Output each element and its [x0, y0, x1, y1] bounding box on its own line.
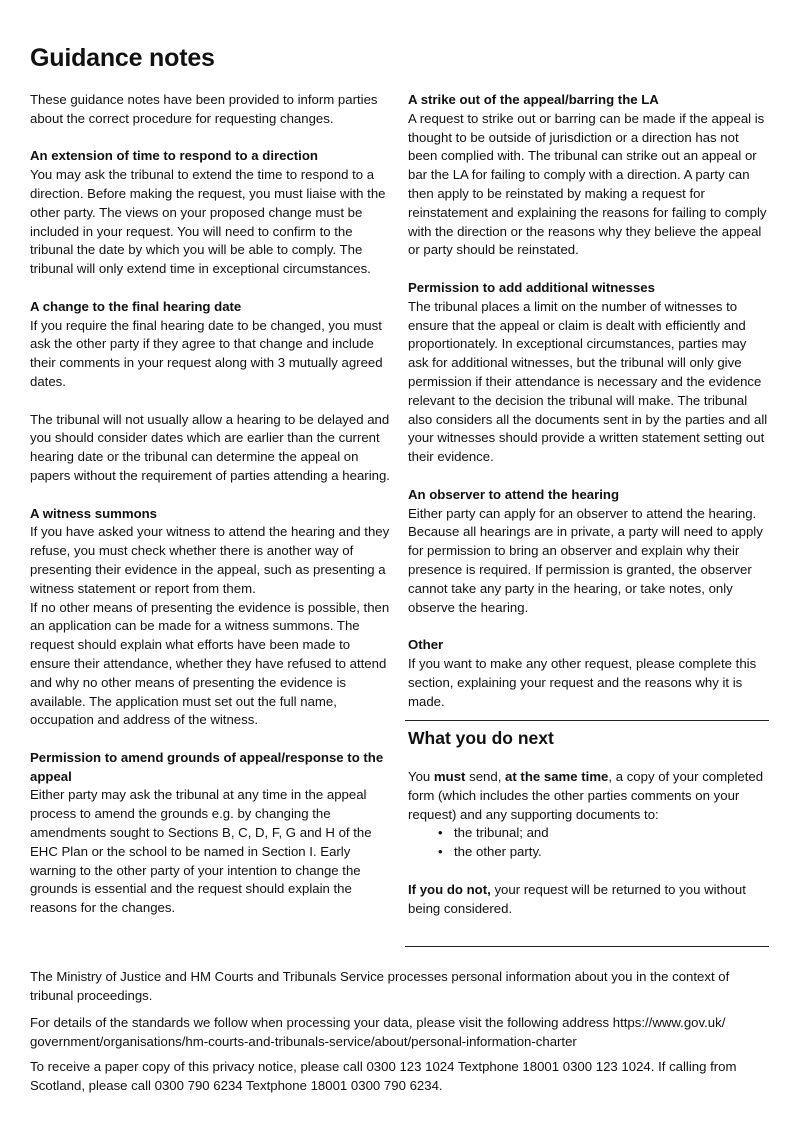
extension-heading: An extension of time to respond to a direction	[30, 148, 318, 164]
strike-out-heading: A strike out of the appeal/barring the LA	[408, 92, 659, 107]
witness-summons-body-2: If no other means of presenting the evidence is possible, then an application can be made for a witness summons. The request should explain what efforts have been made to ensure their attendance, whether they have refused to attend and why no other means of presenting the evidence is available. The application must set out the full name, occupation and address of the witness.	[30, 599, 390, 728]
right-column	[408, 91, 770, 711]
additional-witnesses-heading: Permission to add additional witnesses	[408, 279, 655, 295]
next-steps-body	[408, 768, 770, 918]
privacy-notice: The Ministry of Justice and HM Courts and Tribunals Service processes personal information about you in the context of tribunal proceedings.	[30, 969, 730, 1003]
bullet-icon: •	[438, 844, 443, 860]
section-divider-bottom	[405, 946, 769, 947]
list-item: • the tribunal; and	[408, 824, 770, 843]
hearing-date-body: If you require the final hearing date to be changed, you must ask the other party if they agree to that change and include their comments in your request along with 3 mutually agreed dates.	[30, 317, 383, 389]
list-item: • the other party.	[408, 843, 770, 862]
extension-body: You may ask the tribunal to extend the time to respond to a direction. Before making the request, you must liaise with the other party. The views on your proposed change must be included in your request. You will need to confirm to the tribunal the date by which you will be able to comply. The tribunal will only extend time in exceptional circumstances.	[30, 167, 386, 277]
hearing-date-heading: A change to the final hearing date	[30, 298, 242, 314]
next-steps-paragraph: You must send, at the same time, a copy of your completed form (which includes the other parties comments on your request) and any supporting documents to:	[408, 769, 764, 822]
observer-body: Either party can apply for an observer to attend the hearing. Because all hearings are in private, a party will need to apply for permission to bring an observer and explain why their presence is required. If permission is granted, the observer cannot take any party in the hearing, or take notes, only observe the hearing.	[408, 505, 763, 615]
amend-grounds-body: Either party may ask the tribunal at any time in the appeal process to amend the grounds e.g. by changing the amendments sought to Sections B, C, D, F, G and H of the EHC Plan or the school to be named in Section I. Early warning to the other party of your intention to change the grounds is essential and the request should explain the reasons for the changes.	[30, 787, 372, 916]
witness-summons-body: If you have asked your witness to attend the hearing and they refuse, you must check whether there is another way of presenting their evidence in the appeal, such as presenting a witness statement or report from them.	[30, 524, 390, 596]
strike-out-body: A request to strike out or barring can be made if the appeal is thought to be outside of jurisdiction or a direction has not been complied with. The tribunal can strike out an appeal or bar the LA for failing to comply with a direction. A party can then apply to be reinstated by making a request for reinstatement and explaining the reasons for failing to comply with the direction or the reasons why they believe the appeal or party should be reinstated.	[408, 110, 767, 258]
amend-grounds-heading: Permission to amend grounds of appeal/response to the appeal	[30, 749, 384, 784]
other-heading: Other	[408, 637, 444, 653]
observer-heading: An observer to attend the hearing	[408, 486, 620, 502]
warning-paragraph: If you do not, your request will be returned to you without being considered.	[408, 881, 746, 916]
privacy-details: For details of the standards we follow when processing your data, please visit the following address https://www.gov.uk/ government/organisations/hm-courts-and-tribunals-service/about/personal-information-charter	[30, 1015, 726, 1049]
section-divider-top	[405, 720, 769, 721]
witness-summons-heading: A witness summons	[30, 505, 158, 521]
next-steps-heading: What you do next	[408, 728, 554, 748]
left-column	[30, 91, 392, 918]
additional-witnesses-body: The tribunal places a limit on the number of witnesses to ensure that the appeal or claim is dealt with efficiently and proportionately. In exceptional circumstances, parties may ask for additional witnesses, but the tribunal will only give permission if their attendance is necessary and the evidence relevant to the decision the tribunal will make. The tribunal also considers all the documents sent in by the parties and all your witnesses should provide a written statement setting out their evidence.	[408, 298, 768, 465]
paper-copy-notice: To receive a paper copy of this privacy notice, please call 0300 123 1024 Textphone 18001 0300 123 1024. If calling from Scotland, please call 0300 790 6234 Textphone 18001 0300 790 6234.	[30, 1059, 737, 1093]
other-body: If you want to make any other request, please complete this section, explaining your request and the reasons why it is made.	[408, 655, 757, 709]
intro-text: These guidance notes have been provided to inform parties about the correct procedure for requesting changes.	[30, 92, 378, 126]
recipient-list	[408, 824, 770, 862]
hearing-date-body-2: The tribunal will not usually allow a hearing to be delayed and you should consider dates which are earlier than the current hearing date or the tribunal can determine the appeal on papers without the requirement of parties attending a hearing.	[30, 411, 390, 483]
page-title: Guidance notes	[30, 44, 215, 72]
bullet-icon: •	[438, 825, 443, 841]
